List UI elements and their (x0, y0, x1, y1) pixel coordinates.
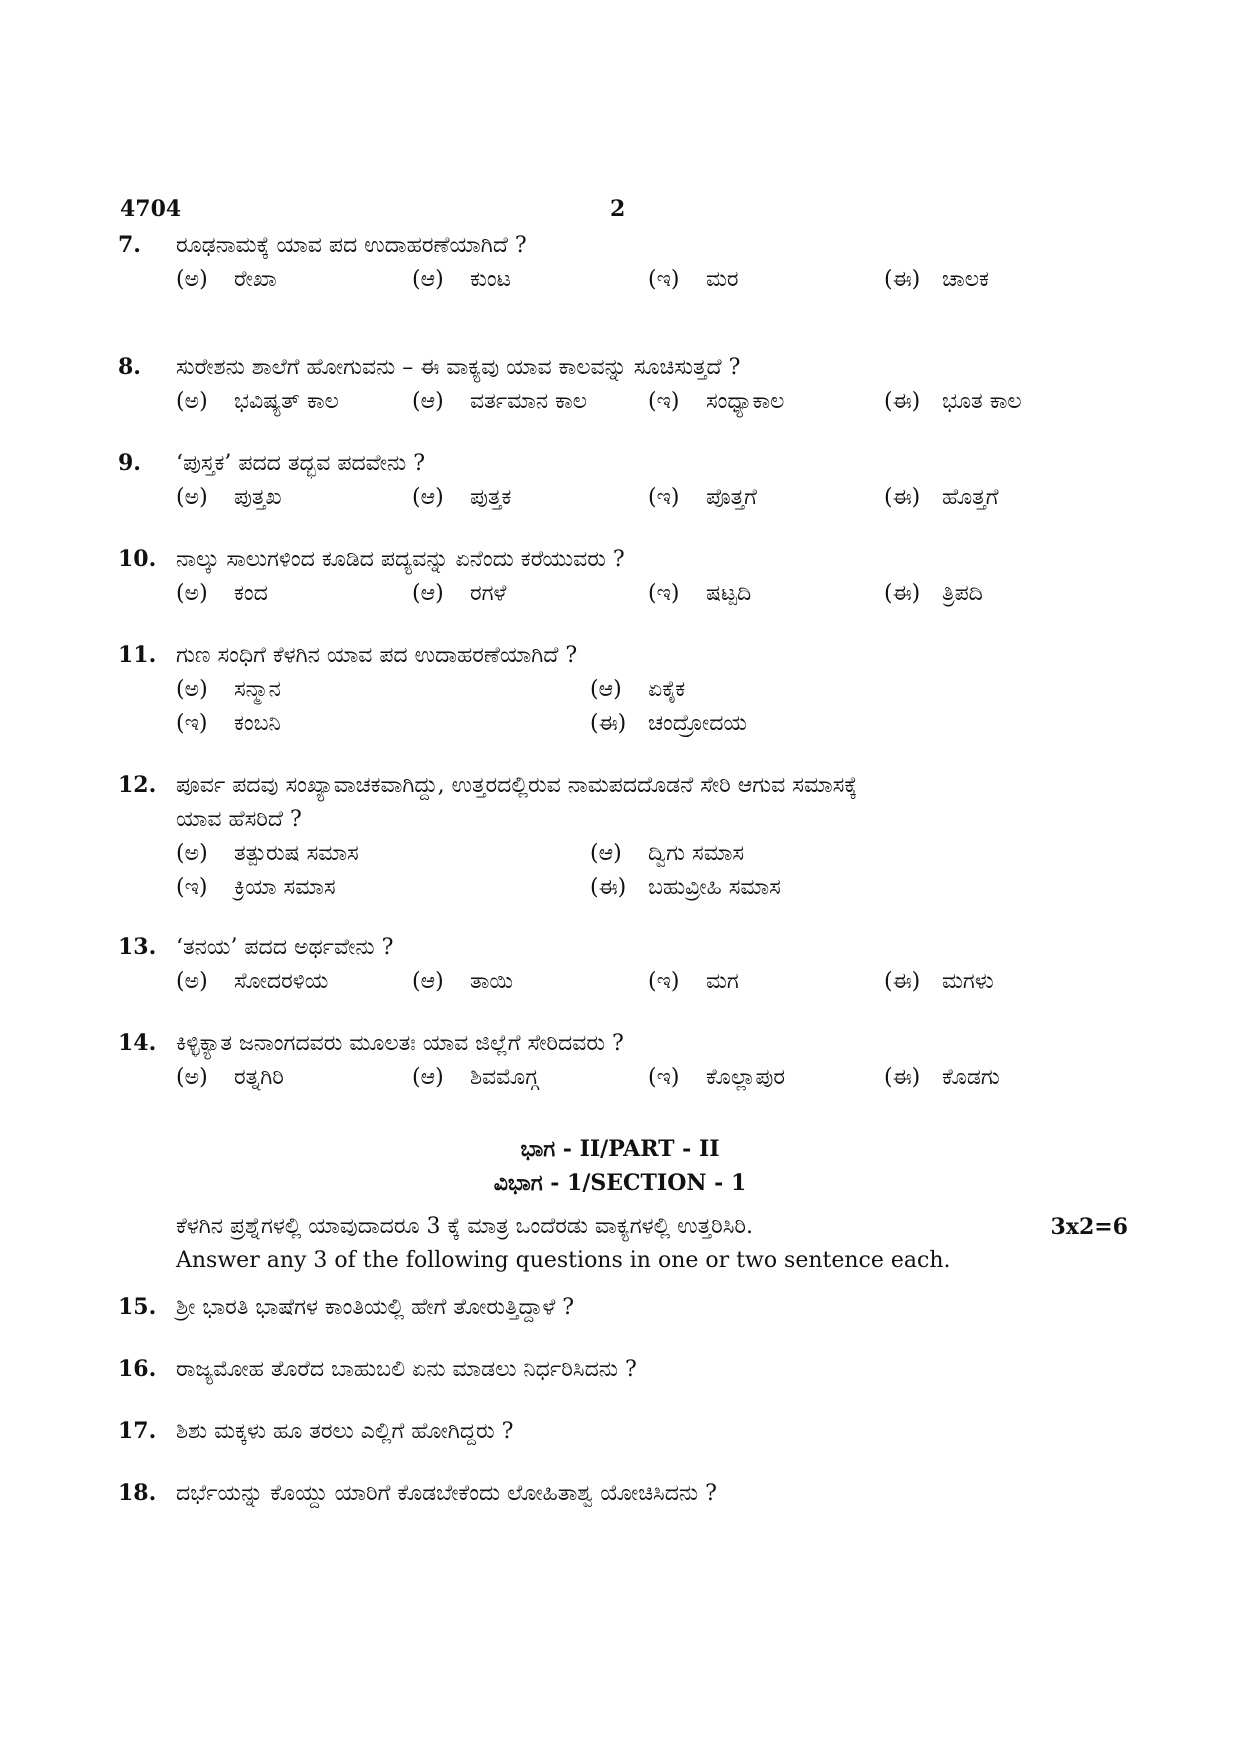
option (648, 1061, 884, 1095)
question-9 (118, 446, 1128, 515)
question-17 (118, 1414, 1128, 1449)
option-label: (ಆ) (412, 1065, 444, 1090)
option-label: (ಆ) (412, 389, 444, 414)
option-text: ರೇಖಾ (234, 267, 277, 292)
option-label: (ಅ) (176, 969, 208, 994)
options-row (176, 837, 1128, 871)
option-text: ಕೊಲ್ಲಾಪುರ (706, 1065, 786, 1090)
option-text: ಕ್ರಿಯಾ ಸಮಾಸ (234, 875, 336, 900)
option (590, 707, 1004, 741)
option-label: (ಈ) (884, 485, 921, 510)
option (412, 577, 648, 611)
option-label: (ಅ) (176, 677, 208, 702)
option-text: ಭೂತ ಕಾಲ (942, 389, 1022, 414)
option-label: (ಇ) (648, 485, 680, 510)
question-10 (118, 542, 1128, 611)
paper-code: 4704 (120, 196, 182, 222)
question-number: 10. (118, 546, 157, 572)
options-row (176, 1061, 1128, 1095)
instruction-english: Answer any 3 of the following questions in one or two sentence each. (176, 1248, 951, 1273)
option (176, 1061, 412, 1095)
option-text: ಹೊತ್ತಗೆ (942, 485, 999, 510)
page-number: 2 (610, 196, 626, 222)
option-label: (ಆ) (412, 969, 444, 994)
option-label: (ಅ) (176, 389, 208, 414)
options-row (176, 577, 1128, 611)
option-label: (ಈ) (884, 581, 921, 606)
option-text: ಭವಿಷ್ಯತ್ ಕಾಲ (234, 389, 339, 414)
question-text: ದರ್ಭೆಯನ್ನು ಕೊಯ್ದು ಯಾರಿಗೆ ಕೊಡಬೇಕೆಂದು ಲೋಹಿತಾಶ್ವ ಯೋಚಿಸಿದನು ? (176, 1481, 717, 1506)
instruction-kannada: ಕೆಳಗಿನ ಪ್ರಶ್ನೆಗಳಲ್ಲಿ ಯಾವುದಾದರೂ 3 ಕ್ಕೆ ಮಾತ್ರ ಒಂದೆರಡು ವಾಕ್ಯಗಳಲ್ಲಿ ಉತ್ತರಿಸಿರಿ. (176, 1214, 754, 1239)
option-text: ಮಗಳು (942, 969, 994, 994)
option-text: ಕೊಡಗು (942, 1065, 1000, 1090)
option-text: ಪೊತ್ತಗೆ (706, 485, 757, 510)
option (176, 965, 412, 999)
question-16 (118, 1352, 1128, 1387)
option-text: ಬಹುವ್ರೀಹಿ ಸಮಾಸ (648, 875, 781, 900)
option (176, 263, 412, 297)
question-11 (118, 638, 1128, 741)
option-text: ಏಕೈಕ (648, 677, 686, 702)
option (590, 673, 1004, 707)
option-text: ಪುತ್ತಖ (234, 485, 282, 510)
option-text: ಚಾಲಕ (942, 267, 989, 292)
option-label: (ಇ) (648, 1065, 680, 1090)
question-7 (118, 228, 1128, 297)
question-number: 13. (118, 934, 157, 960)
option-text: ಸಂಧ್ಯಾಕಾಲ (706, 389, 785, 414)
instructions (176, 1210, 1128, 1278)
option-label: (ಆ) (412, 267, 444, 292)
question-text: ನಾಲ್ಕು ಸಾಲುಗಳಿಂದ ಕೂಡಿದ ಪದ್ಯವನ್ನು ಏನೆಂದು ಕರೆಯುವರು ? (176, 547, 625, 572)
question-number: 14. (118, 1030, 157, 1056)
option-label: (ಆ) (590, 677, 622, 702)
option-label: (ಇ) (648, 267, 680, 292)
options-row (176, 481, 1128, 515)
question-number: 16. (118, 1356, 157, 1382)
option-text: ಕುಂಟ (470, 267, 512, 292)
question-number: 12. (118, 772, 157, 798)
option (176, 577, 412, 611)
options-row (176, 707, 1128, 741)
question-14 (118, 1026, 1128, 1095)
option-label: (ಆ) (412, 581, 444, 606)
option (412, 263, 648, 297)
option-text: ಸನ್ಮಾನ (234, 677, 281, 702)
option-label: (ಆ) (412, 485, 444, 510)
option (412, 1061, 648, 1095)
option-label: (ಈ) (884, 1065, 921, 1090)
question-text: ಗುಣ ಸಂಧಿಗೆ ಕೆಳಗಿನ ಯಾವ ಪದ ಉದಾಹರಣೆಯಾಗಿದೆ ? (176, 643, 578, 668)
option (412, 481, 648, 515)
option (176, 385, 412, 419)
question-text: ಶ್ರೀ ಭಾರತಿ ಭಾಷೆಗಳ ಕಾಂತಿಯಲ್ಲಿ ಹೇಗೆ ತೋರುತ್ತಿದ್ದಾಳೆ ? (176, 1295, 575, 1320)
option (648, 577, 884, 611)
question-text: ಪೂರ್ವ ಪದವು ಸಂಖ್ಯಾವಾಚಕವಾಗಿದ್ದು, ಉತ್ತರದಲ್ಲಿರುವ ನಾಮಪದದೊಡನೆ ಸೇರಿ ಆಗುವ ಸಮಾಸಕ್ಕೆ (176, 773, 858, 798)
option-text: ಷಟ್ಪದಿ (706, 581, 752, 606)
question-text: ಕಿಳ್ಳಿಕ್ಯಾತ ಜನಾಂಗದವರು ಮೂಲತಃ ಯಾವ ಜಿಲ್ಲೆಗೆ ಸೇರಿದವರು ? (176, 1031, 624, 1056)
option-label: (ಇ) (648, 389, 680, 414)
option-label: (ಇ) (176, 875, 208, 900)
option (884, 577, 1120, 611)
question-8 (118, 350, 1128, 419)
question-12 (118, 768, 1128, 905)
option-text: ದ್ವಿಗು ಸಮಾಸ (648, 841, 745, 866)
option-text: ವರ್ತಮಾನ ಕಾಲ (470, 389, 588, 414)
question-text-continued: ಯಾವ ಹೆಸರಿದೆ ? (176, 807, 302, 832)
option-label: (ಆ) (590, 841, 622, 866)
options-row (176, 263, 1128, 297)
option (648, 965, 884, 999)
option (884, 965, 1120, 999)
options-row (176, 673, 1128, 707)
question-number: 11. (118, 642, 157, 668)
option-text: ತತ್ಪುರುಷ ಸಮಾಸ (234, 841, 359, 866)
option-text: ಚಂದ್ರೋದಯ (648, 711, 747, 736)
option-label: (ಈ) (884, 267, 921, 292)
option (884, 263, 1120, 297)
option-label: (ಅ) (176, 485, 208, 510)
question-number: 8. (118, 354, 141, 380)
option (176, 707, 590, 741)
option (648, 385, 884, 419)
option-label: (ಈ) (884, 969, 921, 994)
question-text: ಶಿಶು ಮಕ್ಕಳು ಹೂ ತರಲು ಎಲ್ಲಿಗೆ ಹೋಗಿದ್ದರು ? (176, 1419, 514, 1444)
part-title: ಭಾಗ - II/PART - II (520, 1136, 720, 1162)
option-text: ಕಂಬನಿ (234, 711, 281, 736)
question-text: ‘ಪುಸ್ತಕ’ ಪದದ ತದ್ಭವ ಪದವೇನು ? (176, 451, 426, 476)
option-label: (ಈ) (884, 389, 921, 414)
option (412, 965, 648, 999)
option-text: ತ್ರಿಪದಿ (942, 581, 983, 606)
question-text: ‘ತನಯ’ ಪದದ ಅರ್ಥವೇನು ? (176, 935, 394, 960)
question-number: 9. (118, 450, 141, 476)
option-label: (ಈ) (590, 711, 627, 736)
question-number: 15. (118, 1294, 157, 1320)
option (884, 1061, 1120, 1095)
option-label: (ಅ) (176, 841, 208, 866)
option (648, 263, 884, 297)
option-label: (ಅ) (176, 1065, 208, 1090)
option-text: ರತ್ನಗಿರಿ (234, 1065, 284, 1090)
option-text: ತಾಯಿ (470, 969, 514, 994)
option (648, 481, 884, 515)
option (176, 481, 412, 515)
options-row (176, 385, 1128, 419)
section-title: ವಿಭಾಗ - 1/SECTION - 1 (493, 1170, 747, 1196)
option (176, 837, 590, 871)
question-text: ರಾಜ್ಯಮೋಹ ತೊರೆದ ಬಾಹುಬಲಿ ಏನು ಮಾಡಲು ನಿರ್ಧರಿಸಿದನು ? (176, 1357, 637, 1382)
option-text: ರಗಳೆ (470, 581, 507, 606)
option (884, 385, 1120, 419)
option-text: ಶಿವಮೊಗ್ಗ (470, 1065, 539, 1090)
question-number: 18. (118, 1480, 157, 1506)
question-text: ರೂಢನಾಮಕ್ಕೆ ಯಾವ ಪದ ಉದಾಹರಣೆಯಾಗಿದೆ ? (176, 233, 527, 258)
option-text: ಪುತ್ತಕ (470, 485, 512, 510)
option-label: (ಇ) (648, 581, 680, 606)
question-15 (118, 1290, 1128, 1325)
option-text: ಕಂದ (234, 581, 268, 606)
option-label: (ಅ) (176, 581, 208, 606)
option-text: ಸೋದರಳಿಯ (234, 969, 329, 994)
marks-allocation: 3x2=6 (1050, 1214, 1128, 1240)
question-number: 7. (118, 232, 141, 258)
options-row (176, 965, 1128, 999)
question-number: 17. (118, 1418, 157, 1444)
option-text: ಮಗ (706, 969, 739, 994)
option-label: (ಇ) (648, 969, 680, 994)
option (176, 871, 590, 905)
option (590, 871, 1004, 905)
options-row (176, 871, 1128, 905)
option-text: ಮರ (706, 267, 739, 292)
option-label: (ಅ) (176, 267, 208, 292)
question-text: ಸುರೇಶನು ಶಾಲೆಗೆ ಹೋಗುವನು – ಈ ವಾಕ್ಯವು ಯಾವ ಕಾಲವನ್ನು ಸೂಚಿಸುತ್ತದೆ ? (176, 355, 741, 380)
option (176, 673, 590, 707)
option-label: (ಇ) (176, 711, 208, 736)
option (412, 385, 648, 419)
question-18 (118, 1476, 1128, 1511)
option (590, 837, 1004, 871)
question-13 (118, 930, 1128, 999)
option-label: (ಈ) (590, 875, 627, 900)
option (884, 481, 1120, 515)
